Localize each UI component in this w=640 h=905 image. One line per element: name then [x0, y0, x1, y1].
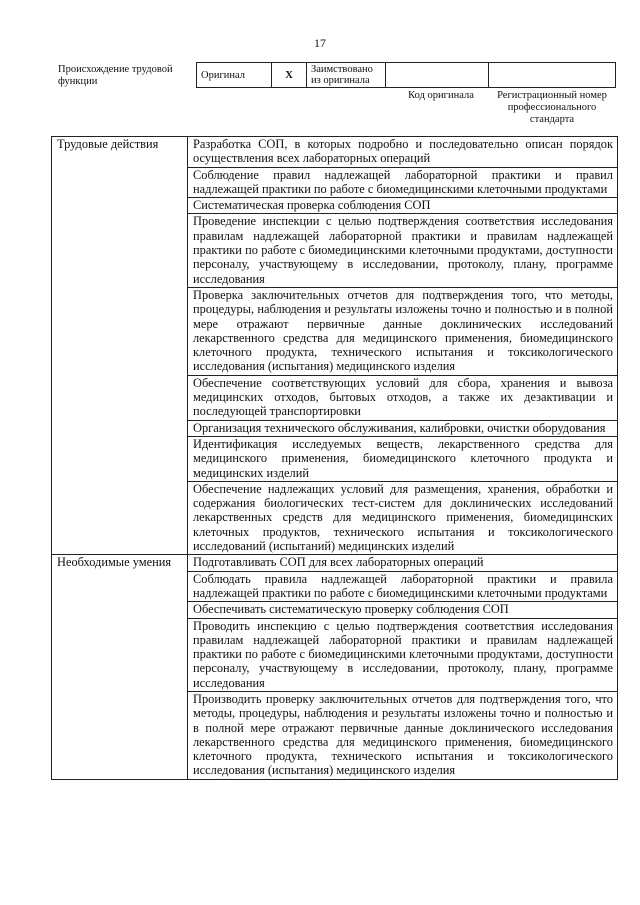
- list-item: Разработка СОП, в которых подробно и последовательно описан порядок осуществления всех лабораторных операций: [188, 137, 618, 168]
- list-item: Организация технического обслуживания, калибровки, очистки оборудования: [188, 420, 618, 436]
- reg-number-cell: [489, 63, 616, 88]
- list-item: Соблюдать правила надлежащей лабораторной практики и правила надлежащей практики по работе с биомедицинскими клеточными продуктами: [188, 571, 618, 602]
- page-number: 17: [314, 36, 326, 50]
- list-item: Подготавливать СОП для всех лабораторных операций: [188, 555, 618, 571]
- borrowed-label: Заимствовано из оригинала: [307, 63, 386, 88]
- origin-table: [196, 62, 616, 88]
- reg-caption: Регистрационный номер профессионального стандарта: [497, 90, 607, 125]
- original-mark: X: [272, 63, 307, 88]
- list-item: Производить проверку заключительных отчетов для подтверждения того, что методы, процедуры, наблюдения и результаты изложены точно и полностью и в полной мере отражают первичные данные доклинического исследования лекарственного средства для медицинского применения, биомедицинского клеточного продукта, технического испытания и токсикологического исследования (испытания) медицинского изделия: [188, 691, 618, 779]
- code-original-cell: [386, 63, 489, 88]
- list-item: Проводить инспекцию с целью подтверждения соответствия исследования правилам надлежащей лабораторной практики и правилам надлежащей практики по работе с биомедицинскими клеточными продуктами, доступности персоналу, участвующему в исследовании, протоколу, плану, программе исследования: [188, 618, 618, 691]
- list-item: Проведение инспекции с целью подтверждения соответствия исследования правилам надлежащей лабораторной практики и правилам надлежащей практики по работе с биомедицинскими клеточными продуктами, доступности персоналу, участвующему в исследовании, протоколу, плану, программе исследования: [188, 214, 618, 287]
- list-item: Обеспечение надлежащих условий для размещения, хранения, обработки и содержания биологических тест-систем для доклинических исследований лекарственных средств для медицинского применения, биомедицинских клеточных продуктов, технического испытания и токсикологического исследований (испытаний) медицинских изделий: [188, 481, 618, 554]
- origin-label: Происхождение трудовой функции: [58, 64, 173, 87]
- list-item: Соблюдение правил надлежащей лабораторной практики и правил надлежащей практики по работе с биомедицинскими клеточными продуктами: [188, 167, 618, 198]
- list-item: Идентификация исследуемых веществ, лекарственного средства для медицинского применения, биомедицинского клеточного продукта и медицинских изделий: [188, 436, 618, 481]
- list-item: Проверка заключительных отчетов для подтверждения того, что методы, процедуры, наблюдения и результаты изложены точно и полностью и в полной мере отражают первичные данные доклинических исследований лекарственного средства для медицинского применения, биомедицинского клеточного продукта, технического испытания и токсикологического исследования (испытания) медицинского изделия: [188, 287, 618, 375]
- table-row: [52, 137, 618, 168]
- table-row: [52, 555, 618, 571]
- list-item: Обеспечивать систематическую проверку соблюдения СОП: [188, 602, 618, 618]
- section-label-skills: Необходимые умения: [52, 555, 188, 779]
- list-item: Систематическая проверка соблюдения СОП: [188, 198, 618, 214]
- original-label: Оригинал: [197, 63, 272, 88]
- section-label-actions: Трудовые действия: [52, 137, 188, 555]
- code-caption: Код оригинала: [408, 90, 474, 101]
- list-item: Обеспечение соответствующих условий для сбора, хранения и вывоза медицинских отходов, бытовых отходов, а также их дезактивации и последующей транспортировки: [188, 375, 618, 420]
- functions-table: [51, 136, 618, 780]
